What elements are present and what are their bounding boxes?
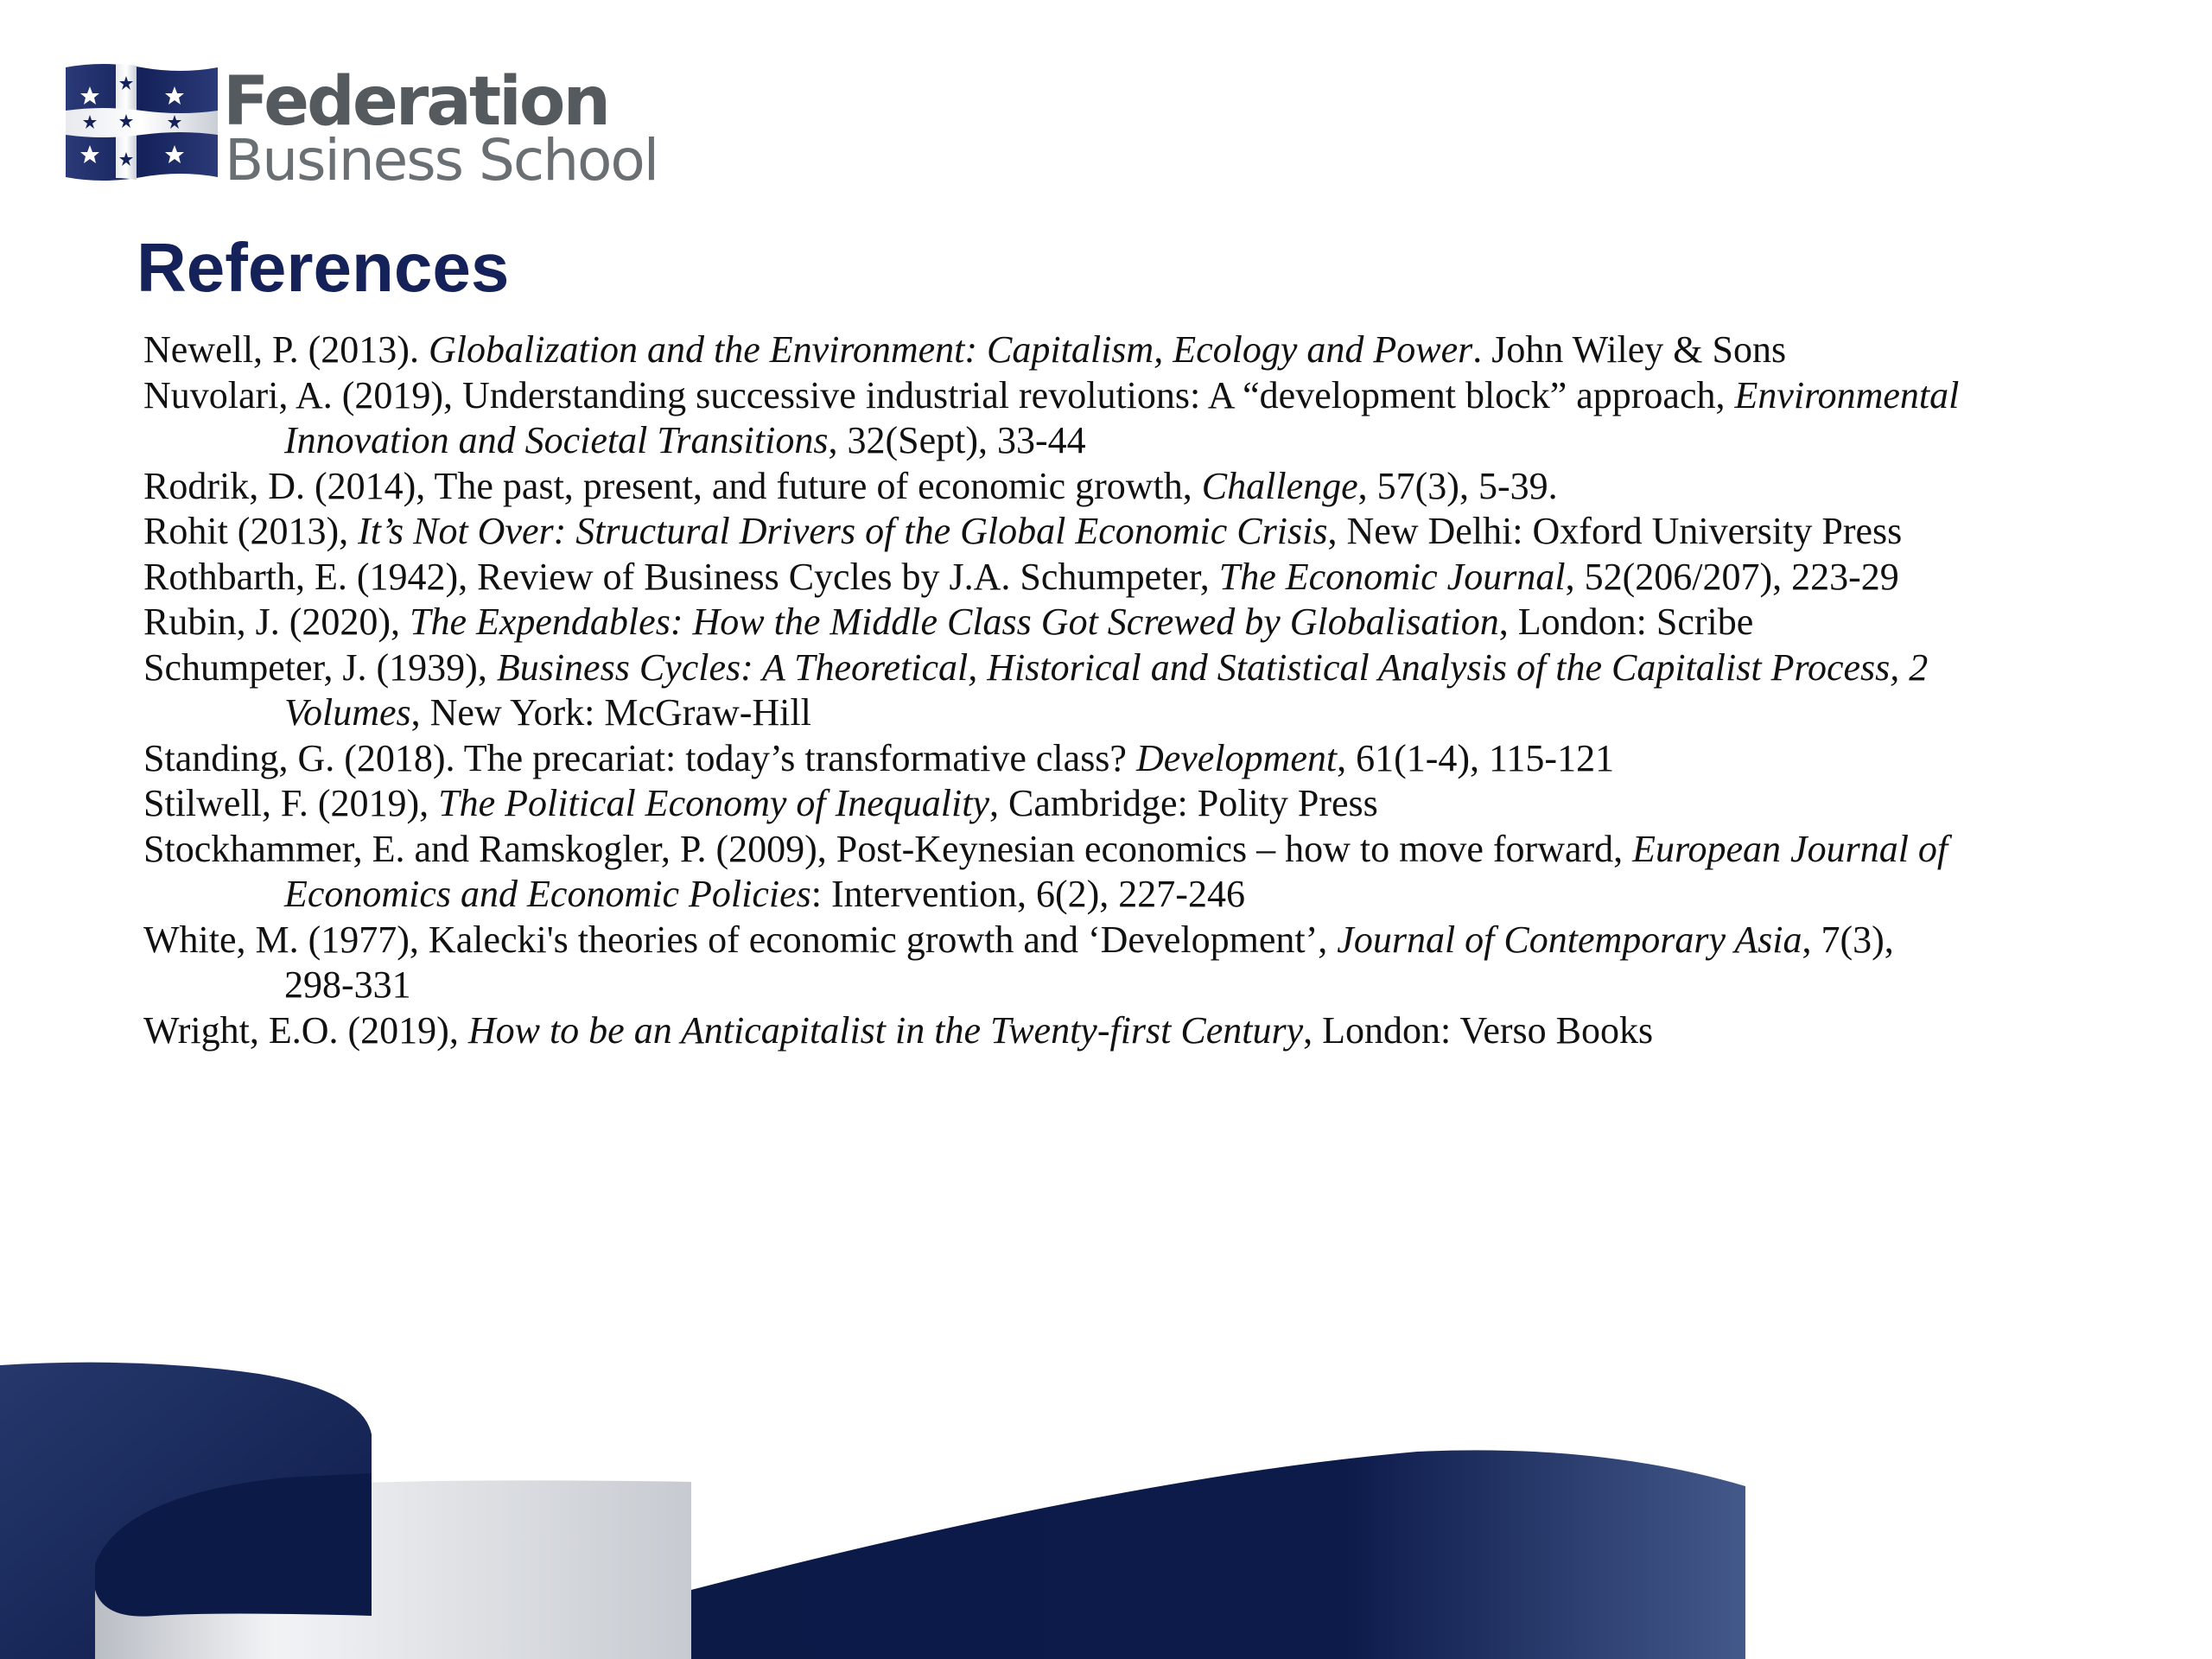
reference-author-title: Nuvolari, A. (2019), Understanding successive industrial revolutions: A “development block” approach, [143, 373, 1735, 416]
reference-source: Business Cycles: A Theoretical, Historical and Statistical Analysis of the Capitalist Process, 2 Volumes [284, 645, 1929, 734]
reference-source: It’s Not Over: Structural Drivers of the Global Economic Crisis [358, 510, 1328, 552]
reference-details: , 57(3), 5-39. [1357, 464, 1558, 507]
reference-source: Challenge [1201, 464, 1358, 507]
decorative-wave-banner [0, 1331, 2212, 1659]
reference-author-title: Rubin, J. (2020), [143, 601, 410, 643]
reference-details: , New York: McGraw-Hill [410, 691, 811, 734]
reference-details: , Cambridge: Polity Press [989, 782, 1378, 824]
reference-author-title: Schumpeter, J. (1939), [143, 645, 497, 689]
reference-entry [143, 509, 1967, 555]
reference-entry [143, 781, 1967, 827]
reference-entry [143, 645, 1967, 736]
reference-entry [143, 918, 1967, 1008]
reference-details: , 52(206/207), 223-29 [1565, 555, 1899, 598]
reference-source: Development [1135, 736, 1338, 779]
reference-author-title: Standing, G. (2018). The precariat: today’s transformative class? [143, 736, 1136, 779]
reference-entry [143, 1008, 1967, 1054]
reference-source: The Political Economy of Inequality [438, 782, 990, 824]
page-title: References [137, 229, 510, 306]
reference-author-title: Wright, E.O. (2019), [143, 1008, 468, 1052]
reference-author-title: Stockhammer, E. and Ramskogler, P. (2009), Post-Keynesian economics – how to move forward, [143, 827, 1633, 870]
reference-details: , 61(1-4), 115-121 [1337, 736, 1615, 779]
reference-source: Globalization and the Environment: Capitalism, Ecology and Power [428, 328, 1473, 371]
reference-entry [143, 464, 1967, 510]
reference-entry [143, 600, 1967, 645]
reference-author-title: Newell, P. (2013). [143, 328, 429, 371]
reference-entry [143, 555, 1967, 601]
reference-author-title: Rohit (2013), [143, 510, 359, 552]
reference-source: European Journal of Economics and Economic Policies [284, 827, 1948, 915]
reference-source: How to be an Anticapitalist in the Twenty-first Century [467, 1008, 1304, 1052]
reference-author-title: Rothbarth, E. (1942), Review of Business Cycles by J.A. Schumpeter, [143, 555, 1219, 598]
reference-details: , London: Verso Books [1303, 1008, 1654, 1052]
reference-entry [143, 827, 1967, 918]
reference-details: , 32(Sept), 33-44 [828, 419, 1086, 461]
reference-details: . John Wiley & Sons [1472, 328, 1787, 371]
reference-details: , London: Scribe [1498, 601, 1754, 643]
logo-text-federation: Federation [223, 63, 608, 141]
reference-details: : Intervention, 6(2), 227-246 [810, 873, 1245, 915]
logo-text-business-school: Business School [225, 127, 658, 194]
reference-author-title: Stilwell, F. (2019), [143, 782, 439, 824]
reference-details: , New Delhi: Oxford University Press [1327, 510, 1903, 552]
reference-author-title: Rodrik, D. (2014), The past, present, and future of economic growth, [143, 464, 1202, 507]
reference-source: Environmental Innovation and Societal Transitions [284, 373, 1960, 461]
reference-entry [143, 736, 1967, 782]
federation-business-school-logo [64, 60, 658, 194]
reference-author-title: White, M. (1977), Kalecki's theories of economic growth and ‘Development’, [143, 918, 1338, 961]
reference-entry [143, 327, 1967, 373]
reference-list [143, 327, 1967, 1053]
flag-icon [64, 60, 219, 186]
reference-details: , 7(3), 298-331 [284, 918, 1894, 1006]
reference-source: The Economic Journal [1218, 555, 1566, 598]
reference-entry [143, 373, 1967, 464]
reference-source: Journal of Contemporary Asia [1337, 918, 1802, 961]
reference-source: The Expendables: How the Middle Class Got Screwed by Globalisation [410, 601, 1499, 643]
